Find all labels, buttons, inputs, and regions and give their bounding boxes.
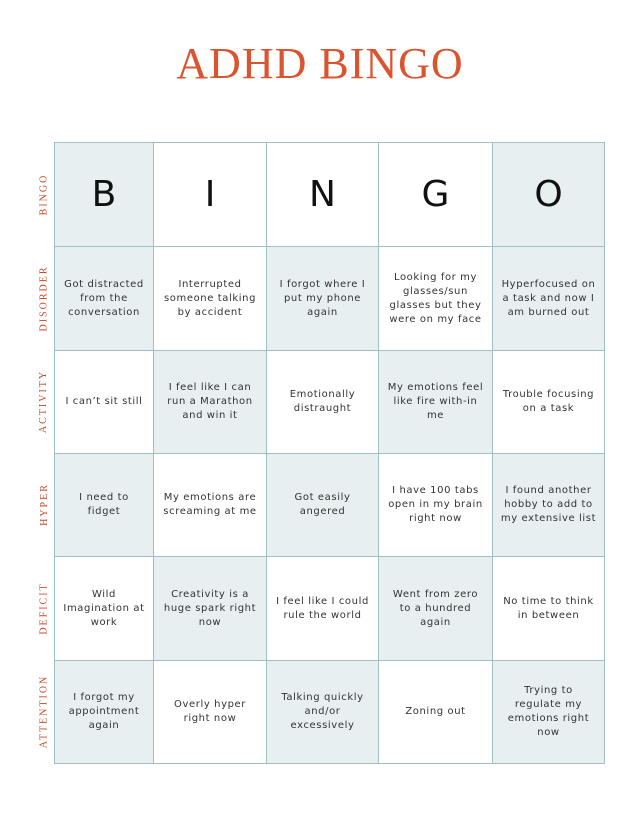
page-title: ADHD BINGO xyxy=(176,39,464,88)
bingo-cell: Hyperfocused on a task and now I am burned out xyxy=(493,247,605,351)
bingo-cell: I have 100 tabs open in my brain right now xyxy=(379,454,493,557)
bingo-cell: Went from zero to a hundred again xyxy=(379,557,493,661)
bingo-cell: Creativity is a huge spark right now xyxy=(154,557,267,661)
bingo-cell: Zoning out xyxy=(379,661,493,764)
side-label-attention: ATTENTION xyxy=(38,674,50,749)
side-label-hyper: HYPER xyxy=(38,483,50,526)
bingo-cell: I can’t sit still xyxy=(55,351,154,454)
bingo-cell: I found another hobby to add to my extensive list xyxy=(493,454,605,557)
bingo-cell: My emotions are screaming at me xyxy=(154,454,267,557)
header-letter-o: O xyxy=(493,143,605,247)
bingo-grid xyxy=(54,142,605,764)
bingo-cell: Got easily angered xyxy=(267,454,379,557)
side-label-deficit: DEFICIT xyxy=(38,581,50,635)
bingo-cell: Interrupted someone talking by accident xyxy=(154,247,267,351)
side-label-disorder: DISORDER xyxy=(38,264,50,332)
bingo-cell: Looking for my glasses/sun glasses but they were on my face xyxy=(379,247,493,351)
bingo-cell: I forgot where I put my phone again xyxy=(267,247,379,351)
header-letter-i: I xyxy=(154,143,267,247)
bingo-cell: Talking quickly and/or excessively xyxy=(267,661,379,764)
bingo-cell: I need to fidget xyxy=(55,454,154,557)
bingo-cell: Overly hyper right now xyxy=(154,661,267,764)
bingo-cell: My emotions feel like fire with-in me xyxy=(379,351,493,454)
bingo-cell: I forgot my appointment again xyxy=(55,661,154,764)
bingo-cell: I feel like I could rule the world xyxy=(267,557,379,661)
side-label-bingo: BINGO xyxy=(38,173,50,215)
header-letter-b: B xyxy=(55,143,154,247)
header-letter-g: G xyxy=(379,143,493,247)
bingo-cell: Emotionally distraught xyxy=(267,351,379,454)
bingo-cell: Got distracted from the conversation xyxy=(55,247,154,351)
bingo-cell: Wild Imagination at work xyxy=(55,557,154,661)
bingo-cell: No time to think in between xyxy=(493,557,605,661)
bingo-cell: Trying to regulate my emotions right now xyxy=(493,661,605,764)
bingo-cell: I feel like I can run a Marathon and win it xyxy=(154,351,267,454)
side-label-activity: ACTIVITY xyxy=(38,369,50,434)
header-letter-n: N xyxy=(267,143,379,247)
bingo-cell: Trouble focusing on a task xyxy=(493,351,605,454)
